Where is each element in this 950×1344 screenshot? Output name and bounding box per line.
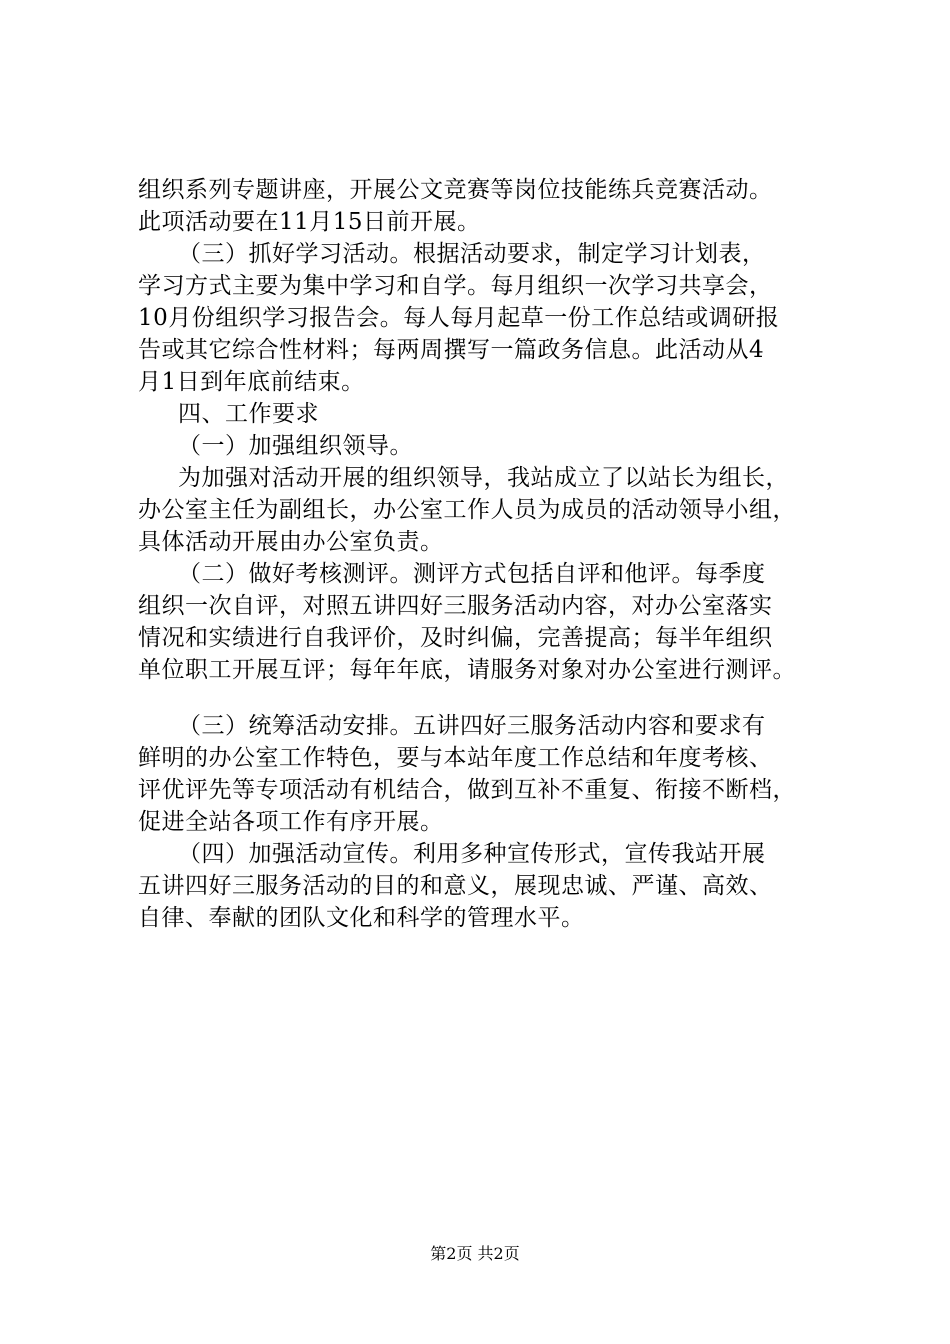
text-line: 五讲四好三服务活动的目的和意义，展现忠诚、严谨、高效、 (138, 873, 773, 899)
text-line: 鲜明的办公室工作特色，要与本站年度工作总结和年度考核、 (138, 745, 773, 771)
text-line: 单位职工开展互评；每年年底，请服务对象对办公室进行测评。 (138, 657, 796, 683)
paragraph-heading: （二）做好考核测评。测评方式包括自评和他评。每季度 (178, 561, 766, 587)
text-line: 评优评先等专项活动有机结合，做到互补不重复、衔接不断档， (138, 777, 796, 803)
text-line: 学习方式主要为集中学习和自学。每月组织一次学习共享会， (138, 273, 773, 299)
page-number-footer: 第2页 共2页 (430, 1244, 520, 1263)
subsection-heading: （一）加强组织领导。 (178, 433, 413, 459)
text-line: 此项活动要在11月15日前开展。 (138, 209, 481, 235)
text-line: 10月份组织学习报告会。每人每月起草一份工作总结或调研报 (138, 305, 780, 331)
text-line: 为加强对活动开展的组织领导，我站成立了以站长为组长， (178, 465, 789, 491)
text-line: 自律、奉献的团队文化和科学的管理水平。 (138, 905, 585, 931)
text-line: 具体活动开展由办公室负责。 (138, 529, 444, 555)
text-line: 情况和实绩进行自我评价，及时纠偏，完善提高；每半年组织 (138, 625, 773, 651)
paragraph-heading: （三）抓好学习活动。根据活动要求，制定学习计划表， (178, 241, 766, 267)
text-line: 促进全站各项工作有序开展。 (138, 809, 444, 835)
text-line: 组织系列专题讲座，开展公文竞赛等岗位技能练兵竞赛活动。 (138, 177, 773, 203)
paragraph-heading: （四）加强活动宣传。利用多种宣传形式，宣传我站开展 (178, 841, 766, 867)
paragraph-heading: （三）统筹活动安排。五讲四好三服务活动内容和要求有 (178, 713, 766, 739)
text-line: 告或其它综合性材料；每两周撰写一篇政务信息。此活动从4 (138, 337, 765, 363)
text-line: 组织一次自评，对照五讲四好三服务活动内容，对办公室落实 (138, 593, 773, 619)
text-line: 办公室主任为副组长，办公室工作人员为成员的活动领导小组， (138, 497, 796, 523)
section-heading: 四、工作要求 (178, 401, 319, 427)
text-line: 月1日到年底前结束。 (138, 369, 365, 395)
